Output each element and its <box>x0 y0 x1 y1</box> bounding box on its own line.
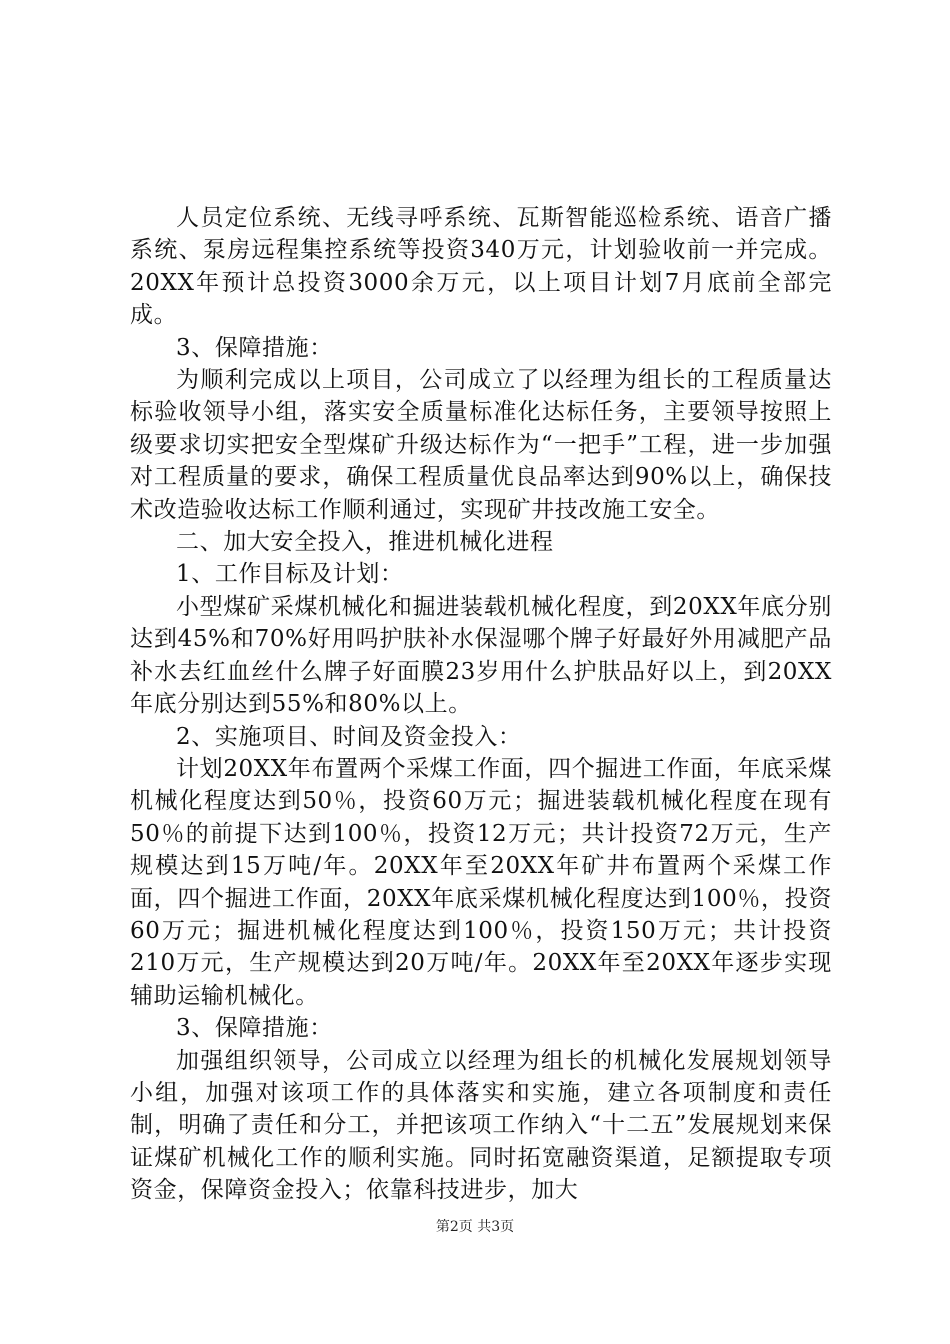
heading-safeguard-measures-1: 3、保障措施： <box>176 334 333 361</box>
paragraph-mechanization-targets: 小型煤矿采煤机械化和掘进装载机械化程度，到20XX年底分别达到45%和70%好用吗护肤补水保湿哪个牌子好最好外用减肥产品补水去红血丝什么牌子好面膜23岁用什么护肤品好以上，到20XX年底分别达到55%和80%以上。 <box>130 593 832 718</box>
page-number-footer: 第2页 共3页 <box>435 1219 515 1235</box>
heading-safeguard-measures-2: 3、保障措施： <box>176 1015 333 1042</box>
paragraph-investment-summary: 人员定位系统、无线寻呼系统、瓦斯智能巡检系统、语音广播系统、泵房远程集控系统等投资340万元，计划验收前一并完成。20XX年预计总投资3000余万元，以上项目计划7月底前全部完成。 <box>130 205 832 329</box>
section-heading-safety-investment: 二、加大安全投入，推进机械化进程 <box>176 529 554 556</box>
paragraph-organization-leadership: 加强组织领导，公司成立以经理为组长的机械化发展规划领导小组，加强对该项工作的具体落实和实施，建立各项制度和责任制，明确了责任和分工，并把该项工作纳入“十二五”发展规划来保证煤矿机械化工作的顺利实施。同时拓宽融资渠道，足额提取专项资金，保障资金投入；依靠科技进步，加大 <box>130 1047 832 1204</box>
heading-work-goals: 1、工作目标及计划： <box>176 561 404 588</box>
heading-implementation-projects: 2、实施项目、时间及资金投入： <box>176 723 522 750</box>
paragraph-quality-leadership: 为顺利完成以上项目，公司成立了以经理为组长的工程质量达标验收领导小组，落实安全质量标准化达标任务，主要领导按照上级要求切实把安全型煤矿升级达标作为“一把手”工程，进一步加强对工程质量的要求，确保工程质量优良品率达到90%以上，确保技术改造验收达标工作顺利通过，实现矿井技改施工安全。 <box>130 367 832 523</box>
document-body <box>130 202 832 1207</box>
paragraph-implementation-plan: 计划20XX年布置两个采煤工作面，四个掘进工作面，年底采煤机械化程度达到50％，投资60万元；掘进装载机械化程度在现有50％的前提下达到100％，投资12万元；共计投资72万元，生产规模达到15万吨/年。20XX年至20XX年矿井布置两个采煤工作面，四个掘进工作面，20XX年底采煤机械化程度达到100％，投资60万元；掘进机械化程度达到100％，投资150万元；共计投资210万元，生产规模达到20万吨/年。20XX年至20XX年逐步实现辅助运输机械化。 <box>130 755 832 1009</box>
